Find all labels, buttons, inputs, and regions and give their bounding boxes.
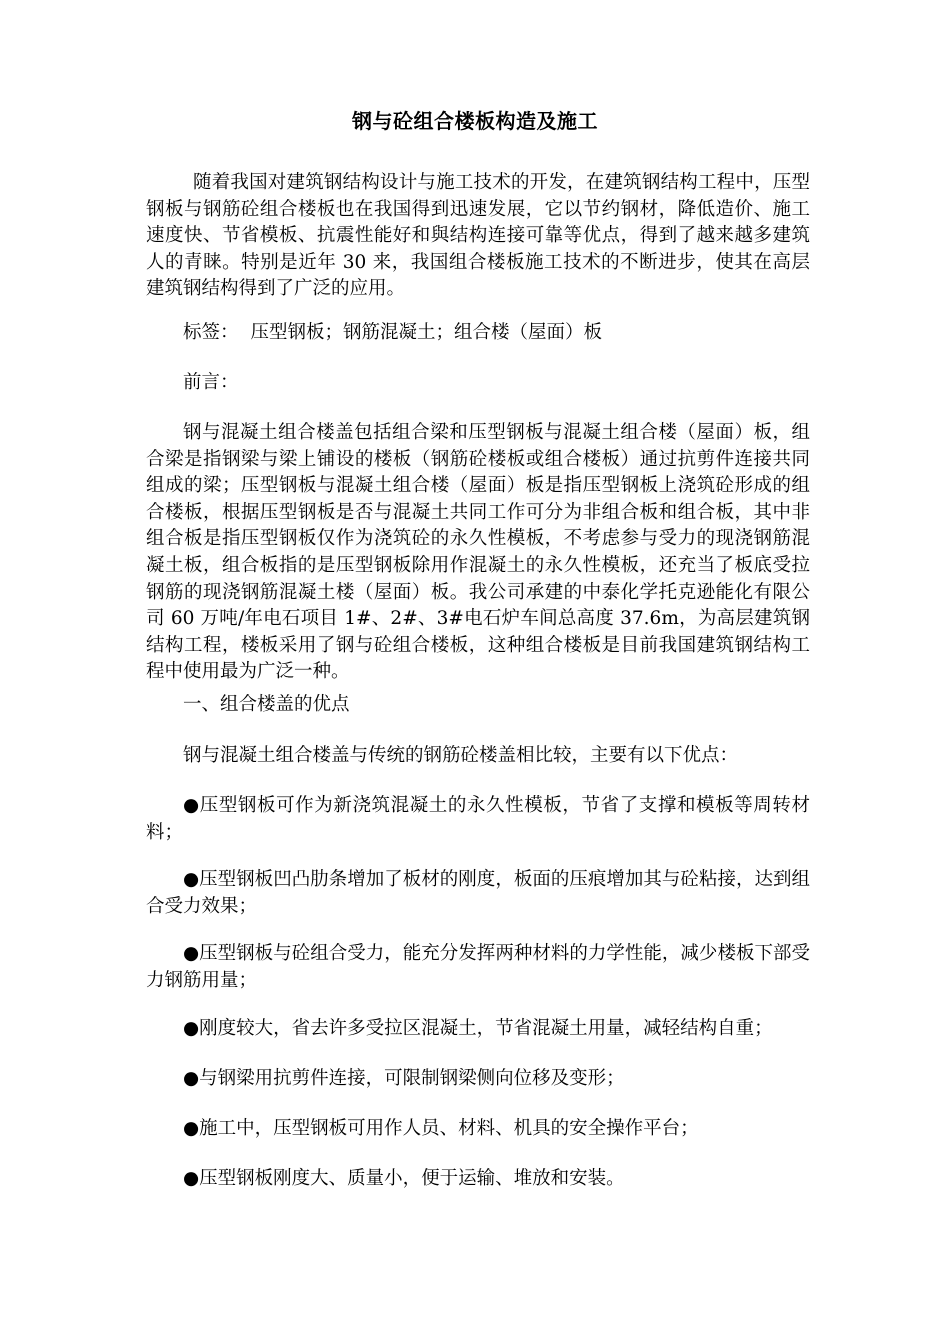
tags-label: 标签：: [183, 322, 239, 343]
section1-intro: 钢与混凝土组合楼盖与传统的钢筋砼楼盖相比较，主要有以下优点：: [183, 745, 739, 766]
bullet-item: ●压型钢板可作为新浇筑混凝土的永久性模板，节省了支撑和模板等周转材料；: [146, 795, 810, 843]
intro-paragraph: 随着我国对建筑钢结构设计与施工技术的开发，在建筑钢结构工程中，压型钢板与钢筋砼组合楼板也在我国得到迅速发展，它以节约钢材，降低造价、施工速度快、节省模板、抗震性能好和與结构连接可靠等优点，得到了越来越多建筑人的青睐。特别是近年 30 来，我国组合楼板施工技术的不断进步，使其在高层建筑钢结构得到了广泛的应用。: [146, 172, 810, 300]
bullet-item: ●与钢梁用抗剪件连接，可限制钢梁侧向位移及变形；: [183, 1068, 625, 1089]
bullet-item: ●压型钢板与砼组合受力，能充分发挥两种材料的力学性能，减少楼板下部受力钢筋用量；: [146, 943, 810, 991]
section1-heading: 一、组合楼盖的优点: [183, 694, 350, 715]
preface-label: 前言：: [183, 372, 239, 393]
tags-value: 压型钢板；钢筋混凝土；组合楼（屋面）板: [250, 322, 603, 343]
tags-line: [183, 320, 602, 347]
bullet-item: ●压型钢板刚度大、质量小，便于运输、堆放和安装。: [183, 1168, 625, 1189]
bullet-item: ●压型钢板凹凸肋条增加了板材的刚度，板面的压痕增加其与砼粘接，达到组合受力效果；: [146, 869, 810, 917]
document-title: 钢与砼组合楼板构造及施工: [352, 109, 598, 133]
bullet-item: ●刚度较大，省去许多受拉区混凝土，节省混凝土用量，减轻结构自重；: [183, 1018, 773, 1039]
preface-paragraph: 钢与混凝土组合楼盖包括组合梁和压型钢板与混凝土组合楼（屋面）板，组合梁是指钢梁与梁上铺设的楼板（钢筋砼楼板或组合楼板）通过抗剪件连接共同组成的梁；压型钢板与混凝土组合楼（屋面）板是指压型钢板上浇筑砼形成的组合楼板，根据压型钢板是否与混凝土共同工作可分为非组合板和组合板，其中非组合板是指压型钢板仅作为浇筑砼的永久性模板，不考虑参与受力的现浇钢筋混凝土板，组合板指的是压型钢板除用作混凝土的永久性模板，还充当了板底受拉钢筋的现浇钢筋混凝土楼（屋面）板。我公司承建的中泰化学托克逊能化有限公司 60 万吨/年电石项目 1#、2#、3#电石炉车间总高度 37.6m，为高层建筑钢结构工程，楼板采用了钢与砼组合楼板，这种组合楼板是目前我国建筑钢结构工程中使用最为广泛一种。: [146, 422, 810, 683]
bullet-item: ●施工中，压型钢板可用作人员、材料、机具的安全操作平台；: [183, 1118, 699, 1139]
